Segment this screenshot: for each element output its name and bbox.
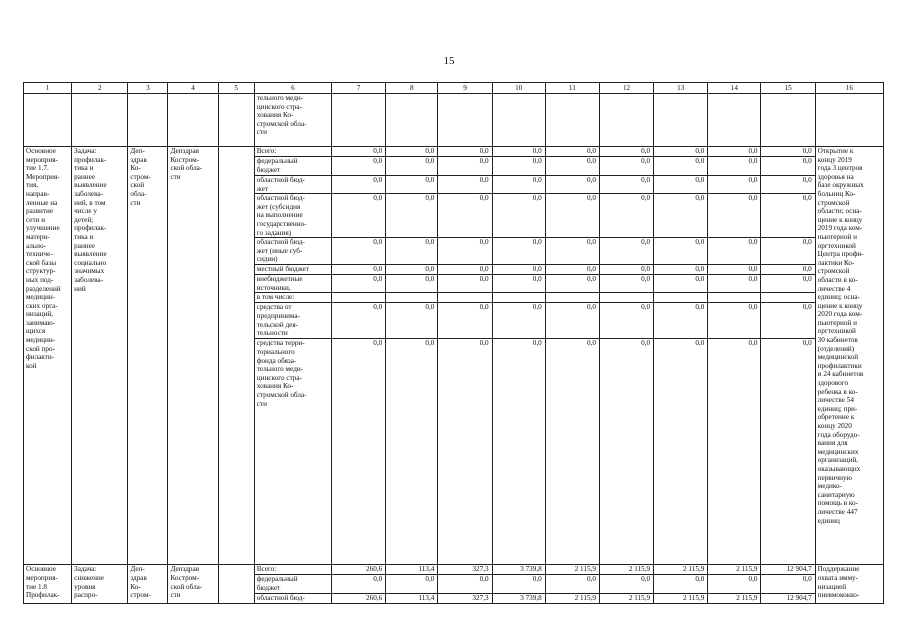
value-cell [654, 293, 708, 303]
measure-result: Поддержание охвата имму- низацией пневмококко- [815, 565, 883, 603]
value-cell: 2 115,9 [545, 565, 599, 575]
value-cell: 0,0 [386, 265, 438, 275]
value-cell: 0,0 [761, 176, 815, 194]
value-cell: 0,0 [545, 194, 599, 238]
continuation-empty [599, 94, 653, 147]
value-cell [332, 293, 386, 303]
value-cell: 0,0 [599, 238, 653, 265]
value-cell: 0,0 [438, 339, 492, 565]
value-cell: 0,0 [386, 575, 438, 593]
measure-task: Задача: снижение уровня распро- [72, 565, 128, 603]
value-cell: 0,0 [332, 303, 386, 339]
value-cell: 0,0 [438, 275, 492, 293]
value-cell [386, 293, 438, 303]
header-col-7: 7 [332, 83, 386, 94]
value-cell: 3 739,8 [492, 565, 545, 575]
header-col-14: 14 [708, 83, 761, 94]
value-cell: 0,0 [708, 176, 761, 194]
value-cell: 0,0 [761, 157, 815, 176]
continuation-empty [128, 94, 168, 147]
value-cell: 0,0 [492, 265, 545, 275]
value-cell: 0,0 [761, 339, 815, 565]
header-row [24, 83, 884, 94]
value-cell: 0,0 [599, 575, 653, 593]
value-cell: 0,0 [332, 265, 386, 275]
value-cell: 0,0 [386, 194, 438, 238]
value-cell: 0,0 [492, 157, 545, 176]
header-col-4: 4 [168, 83, 218, 94]
value-cell: 0,0 [761, 303, 815, 339]
continuation-empty [386, 94, 438, 147]
value-cell: 0,0 [545, 238, 599, 265]
value-cell: 0,0 [654, 275, 708, 293]
value-cell: 0,0 [545, 265, 599, 275]
value-cell: 260,6 [332, 593, 386, 603]
value-cell: 0,0 [708, 575, 761, 593]
value-cell: 0,0 [492, 339, 545, 565]
header-col-2: 2 [72, 83, 128, 94]
value-cell: 0,0 [545, 275, 599, 293]
funding-source: областной бюд- жет (иные суб- сидии) [254, 238, 331, 265]
value-cell: 0,0 [708, 339, 761, 565]
continuation-empty [492, 94, 545, 147]
funding-source: Всего: [254, 147, 331, 157]
value-cell: 0,0 [332, 194, 386, 238]
continuation-empty [24, 94, 72, 147]
continuation-source: тельного меди- цинского стра- хования Ко- стромской обла- сти [254, 94, 331, 147]
value-cell: 0,0 [708, 147, 761, 157]
table-row [24, 147, 884, 157]
measure-result: Открытие к концу 2019 года 3 центров здоровья на базе окружных больниц Ко- стромской области; осна- щение к концу 2019 года ком- пьютерной и оргтехникой Центра профи- лактики Ко- стромской области в ко- личестве 4 единиц; осна- щение к концу 2020 года ком- пьютерной и оргтехникой 30 кабинетов (отделений) медицинской профилактики и 24 кабинетов здорового ребенка в ко- личестве 54 единиц; при- обретение к концу 2020 года оборудо- вания для медицинских организаций, оказывающих первичную медико- санитарную помощь в ко- личестве 447 единиц [815, 147, 883, 565]
measure-executor: Депздрав Костром- ской обла- сти [168, 565, 218, 603]
value-cell: 260,6 [332, 565, 386, 575]
value-cell: 0,0 [332, 157, 386, 176]
value-cell: 0,0 [761, 575, 815, 593]
value-cell: 0,0 [599, 275, 653, 293]
measure-title: Основное мероприя- тие 1.8 Профилак- [24, 565, 72, 603]
value-cell: 0,0 [708, 238, 761, 265]
continuation-empty [332, 94, 386, 147]
value-cell: 327,3 [438, 593, 492, 603]
value-cell: 2 115,9 [599, 565, 653, 575]
value-cell: 0,0 [386, 147, 438, 157]
continuation-empty [761, 94, 815, 147]
funding-source: в том числе: [254, 293, 331, 303]
value-cell: 0,0 [599, 176, 653, 194]
header-col-6: 6 [254, 83, 331, 94]
header-col-16: 16 [815, 83, 883, 94]
continuation-empty [72, 94, 128, 147]
value-cell: 2 115,9 [708, 593, 761, 603]
value-cell: 0,0 [599, 194, 653, 238]
header-col-15: 15 [761, 83, 815, 94]
funding-source: федеральный бюджет [254, 575, 331, 593]
value-cell: 0,0 [654, 575, 708, 593]
value-cell: 0,0 [386, 303, 438, 339]
measure-responsible: Деп- здрав Ко- стром- [128, 565, 168, 603]
value-cell: 0,0 [438, 176, 492, 194]
funding-source: средства от предпринима- тельской дея- тельности [254, 303, 331, 339]
table-row [24, 565, 884, 575]
header-col-3: 3 [128, 83, 168, 94]
continuation-empty [654, 94, 708, 147]
value-cell: 0,0 [654, 303, 708, 339]
value-cell: 0,0 [708, 194, 761, 238]
value-cell [492, 293, 545, 303]
value-cell: 0,0 [332, 147, 386, 157]
value-cell: 0,0 [599, 339, 653, 565]
value-cell: 2 115,9 [654, 565, 708, 575]
measure-executor: Депздрав Костром- ской обла- сти [168, 147, 218, 565]
value-cell: 0,0 [545, 157, 599, 176]
value-cell: 0,0 [761, 265, 815, 275]
value-cell: 0,0 [545, 176, 599, 194]
value-cell: 0,0 [761, 194, 815, 238]
measure-task: Задача: профилак- тика и раннее выявление заболева- ний, в том числе у детей; профилак- тика и раннее выявление социально значимых заболева- ний [72, 147, 128, 565]
value-cell: 113,4 [386, 565, 438, 575]
value-cell: 0,0 [438, 303, 492, 339]
value-cell: 0,0 [492, 147, 545, 157]
measure-title: Основное мероприя- тие 1.7. Мероприя- тия, направ- ленные на развитие сети и улучшение матери- ально- техниче- ской базы структур- ных под- разделений медицин- ских орга- низаций, занимаю- щихся медицин- ской про- филакти- кой [24, 147, 72, 565]
value-cell: 0,0 [386, 238, 438, 265]
header-col-1: 1 [24, 83, 72, 94]
value-cell: 0,0 [438, 147, 492, 157]
funding-source: средства терри- ториального фонда обяза- тельного меди- цинского стра- хования Ко- стромской обла- сти [254, 339, 331, 565]
value-cell: 0,0 [332, 238, 386, 265]
value-cell: 0,0 [708, 157, 761, 176]
value-cell: 2 115,9 [708, 565, 761, 575]
value-cell: 0,0 [438, 157, 492, 176]
measure-col5-empty [218, 565, 254, 603]
continuation-empty [218, 94, 254, 147]
value-cell: 0,0 [761, 238, 815, 265]
value-cell: 0,0 [438, 238, 492, 265]
value-cell: 2 115,9 [545, 593, 599, 603]
header-col-5: 5 [218, 83, 254, 94]
value-cell: 0,0 [386, 339, 438, 565]
measure-col5-empty [218, 147, 254, 565]
value-cell: 0,0 [332, 575, 386, 593]
value-cell [438, 293, 492, 303]
header-col-11: 11 [545, 83, 599, 94]
value-cell: 12 904,7 [761, 565, 815, 575]
continuation-empty [438, 94, 492, 147]
value-cell: 12 904,7 [761, 593, 815, 603]
value-cell: 3 739,8 [492, 593, 545, 603]
value-cell: 0,0 [599, 147, 653, 157]
funding-source: областной бюд- [254, 593, 331, 603]
value-cell: 0,0 [599, 157, 653, 176]
header-col-10: 10 [492, 83, 545, 94]
value-cell: 0,0 [654, 265, 708, 275]
value-cell: 0,0 [492, 238, 545, 265]
budget-table [23, 82, 884, 604]
value-cell: 0,0 [386, 176, 438, 194]
value-cell: 0,0 [654, 339, 708, 565]
header-col-13: 13 [654, 83, 708, 94]
value-cell: 0,0 [545, 303, 599, 339]
value-cell: 0,0 [654, 194, 708, 238]
value-cell: 0,0 [332, 176, 386, 194]
value-cell: 0,0 [708, 265, 761, 275]
continuation-empty [168, 94, 218, 147]
value-cell: 0,0 [492, 275, 545, 293]
value-cell: 0,0 [654, 147, 708, 157]
continuation-empty [545, 94, 599, 147]
value-cell [599, 293, 653, 303]
value-cell: 0,0 [438, 194, 492, 238]
value-cell: 327,3 [438, 565, 492, 575]
funding-source: внебюджетные источники, [254, 275, 331, 293]
value-cell: 0,0 [708, 275, 761, 293]
value-cell [761, 293, 815, 303]
value-cell: 2 115,9 [599, 593, 653, 603]
value-cell: 0,0 [761, 147, 815, 157]
continuation-empty [708, 94, 761, 147]
value-cell: 0,0 [599, 265, 653, 275]
value-cell: 113,4 [386, 593, 438, 603]
funding-source: местный бюджет [254, 265, 331, 275]
value-cell: 2 115,9 [654, 593, 708, 603]
header-col-12: 12 [599, 83, 653, 94]
value-cell: 0,0 [654, 176, 708, 194]
value-cell: 0,0 [492, 575, 545, 593]
funding-source: областной бюд- жет (субсидия на выполнение государственно- го задания) [254, 194, 331, 238]
value-cell: 0,0 [492, 303, 545, 339]
page-number: 15 [443, 55, 455, 67]
value-cell: 0,0 [332, 275, 386, 293]
measure-responsible: Деп- здрав Ко- стром- ской обла- сти [128, 147, 168, 565]
value-cell: 0,0 [545, 575, 599, 593]
value-cell: 0,0 [599, 303, 653, 339]
value-cell: 0,0 [708, 303, 761, 339]
value-cell: 0,0 [492, 176, 545, 194]
value-cell: 0,0 [332, 339, 386, 565]
value-cell: 0,0 [438, 265, 492, 275]
header-col-8: 8 [386, 83, 438, 94]
value-cell: 0,0 [545, 147, 599, 157]
value-cell: 0,0 [492, 194, 545, 238]
value-cell: 0,0 [386, 157, 438, 176]
value-cell: 0,0 [386, 275, 438, 293]
funding-source: федеральный бюджет [254, 157, 331, 176]
value-cell: 0,0 [654, 238, 708, 265]
value-cell: 0,0 [761, 275, 815, 293]
funding-source: областной бюд- жет [254, 176, 331, 194]
value-cell [545, 293, 599, 303]
value-cell: 0,0 [438, 575, 492, 593]
funding-source: Всего: [254, 565, 331, 575]
header-col-9: 9 [438, 83, 492, 94]
value-cell: 0,0 [545, 339, 599, 565]
value-cell [708, 293, 761, 303]
continuation-row [24, 94, 884, 147]
value-cell: 0,0 [654, 157, 708, 176]
continuation-empty [815, 94, 883, 147]
